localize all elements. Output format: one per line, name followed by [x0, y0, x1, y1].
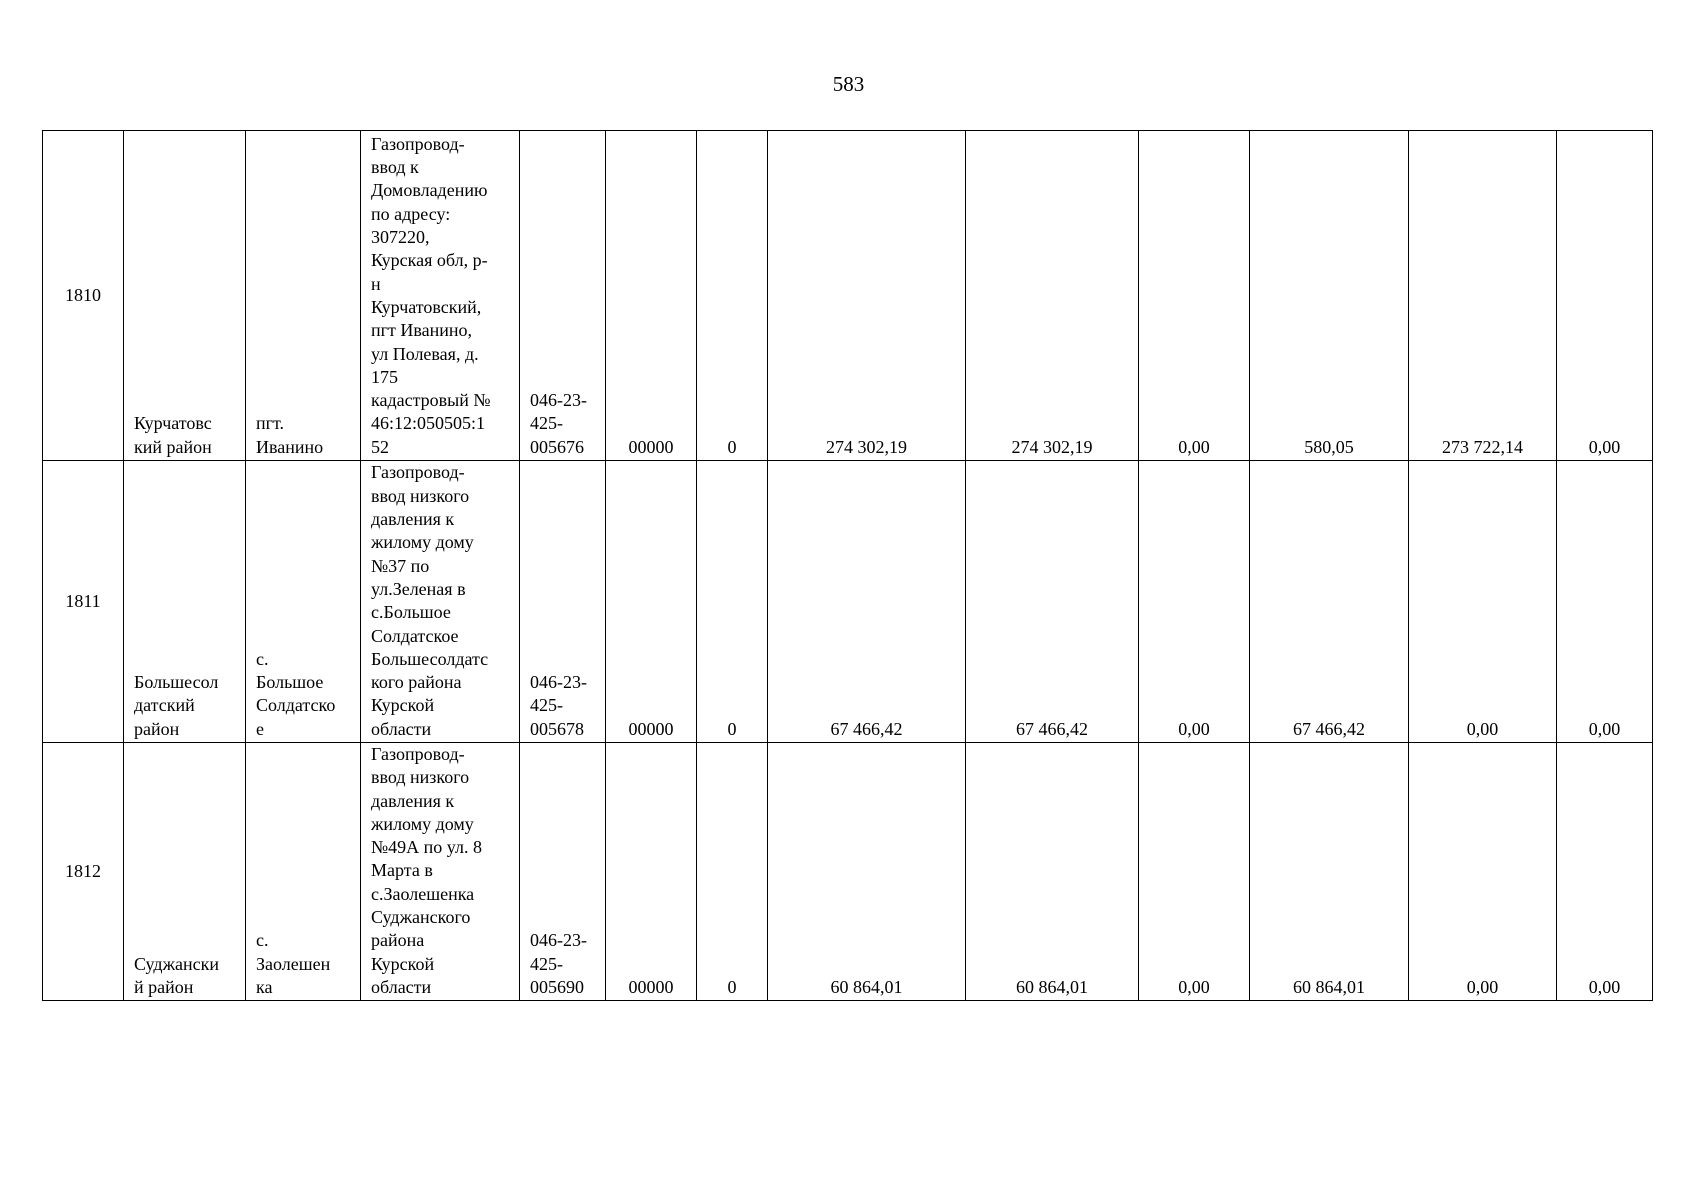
value-cell-10: 0,00	[1139, 461, 1250, 743]
cell-text-line: ввод низкого	[371, 767, 470, 788]
cell-text-line: 307220,	[371, 227, 430, 248]
cell-text-line: №37 по	[371, 555, 430, 576]
code-cell: 00000	[606, 743, 697, 1001]
residual-cost-cell: 273 722,14	[1409, 131, 1557, 461]
value-cell-11: 580,05	[1250, 131, 1409, 461]
initial-cost-cell: 67 466,42	[768, 461, 966, 743]
cell-text-line: Домовладению	[371, 180, 488, 201]
object-description-cell	[361, 461, 520, 743]
inventory-number-cell	[520, 131, 606, 461]
initial-cost-cell: 274 302,19	[768, 131, 966, 461]
cell-text-line: Газопровод-	[371, 744, 465, 764]
inventory-number-cell	[520, 461, 606, 743]
cell-text-line: Заолешен	[256, 953, 331, 974]
row-number-cell: 1811	[43, 461, 124, 743]
cell-text-line: области	[371, 718, 432, 739]
cell-text-line: 046-23-	[530, 930, 587, 951]
cell-text-line: Солдатско	[256, 695, 336, 716]
cell-text-line: ул.Зеленая в	[371, 578, 466, 599]
cell-text-line: 52	[371, 436, 389, 457]
cell-text-line: 425-	[530, 413, 563, 434]
value-cell-10: 0,00	[1139, 131, 1250, 461]
locality-cell	[246, 461, 361, 743]
cell-text-line: 425-	[530, 953, 563, 974]
cell-text-line: с.Большое	[371, 602, 451, 623]
cell-text-line: Газопровод-	[371, 133, 465, 154]
cell-text-line: Солдатское	[371, 625, 459, 646]
cell-text-line: 46:12:050505:1	[371, 413, 486, 434]
cell-text-line: 425-	[530, 695, 563, 716]
residual-cost-cell: 0,00	[1409, 461, 1557, 743]
cell-text-line: давления к	[371, 790, 455, 811]
residual-cost-cell: 0,00	[1409, 743, 1557, 1001]
cell-text-line: кадастровый №	[371, 390, 491, 411]
quantity-cell: 0	[697, 743, 768, 1001]
cell-text-line: ввод к	[371, 157, 419, 178]
cell-text-line: н	[371, 273, 381, 294]
cell-text-line: датский	[134, 695, 195, 716]
value-cell-11: 60 864,01	[1250, 743, 1409, 1001]
value-cell-11: 67 466,42	[1250, 461, 1409, 743]
district-cell	[124, 743, 246, 1001]
page-number: 583	[832, 72, 865, 96]
cell-text-line: 046-23-	[530, 390, 587, 411]
district-cell	[124, 131, 246, 461]
cell-text-line: давления к	[371, 509, 455, 530]
cell-text-line: Курской	[371, 953, 435, 974]
locality-cell	[246, 743, 361, 1001]
cell-text-line: ул Полевая, д.	[371, 343, 479, 364]
code-cell: 00000	[606, 461, 697, 743]
cell-text-line: жилому дому	[371, 532, 474, 553]
cell-text-line: Газопровод-	[371, 462, 465, 483]
cell-text-line: 005690	[530, 976, 584, 997]
value-cell-10: 0,00	[1139, 743, 1250, 1001]
cell-text-line: кого района	[371, 672, 462, 693]
cell-text-line: с.	[256, 648, 269, 669]
cell-text-line: район	[134, 718, 180, 739]
cell-text-line: Курчатовский,	[371, 296, 482, 317]
object-description-cell	[361, 743, 520, 1001]
balance-cost-cell: 274 302,19	[966, 131, 1139, 461]
cell-text-line: жилому дому	[371, 813, 474, 834]
cell-text-line: области	[371, 976, 432, 997]
cell-text-line: пгт Иванино,	[371, 320, 473, 341]
cell-text-line: с.	[256, 930, 269, 951]
cell-text-line: Марта в	[371, 860, 433, 881]
cell-text-line: по адресу:	[371, 203, 451, 224]
cell-text-line: ввод низкого	[371, 485, 470, 506]
cell-text-line: Курской	[371, 695, 435, 716]
row-number-cell: 1812	[43, 743, 124, 1001]
code-cell: 00000	[606, 131, 697, 461]
balance-cost-cell: 67 466,42	[966, 461, 1139, 743]
district-cell	[124, 461, 246, 743]
cell-text-line: Суджански	[134, 953, 220, 974]
cell-text-line: ка	[256, 976, 273, 997]
cell-text-line: 005678	[530, 718, 584, 739]
registry-table	[42, 130, 1653, 1001]
cell-text-line: е	[256, 718, 264, 739]
cell-text-line: й район	[134, 976, 194, 997]
locality-cell	[246, 131, 361, 461]
quantity-cell: 0	[697, 131, 768, 461]
cell-text-line: 046-23-	[530, 672, 587, 693]
table-body	[43, 131, 1653, 1001]
cell-text-line: Большесол	[134, 672, 219, 693]
cell-text-line: района	[371, 930, 425, 951]
row-number-cell: 1810	[43, 131, 124, 461]
table-row	[43, 743, 1653, 1001]
value-cell-13: 0,00	[1557, 461, 1653, 743]
initial-cost-cell: 60 864,01	[768, 743, 966, 1001]
cell-text-line: 005676	[530, 436, 584, 457]
cell-text-line: Курчатовс	[134, 413, 212, 434]
cell-text-line: Иванино	[256, 436, 324, 457]
inventory-number-cell	[520, 743, 606, 1001]
value-cell-13: 0,00	[1557, 131, 1653, 461]
cell-text-line: 175	[371, 366, 398, 387]
cell-text-line: Суджанского	[371, 907, 471, 928]
table-row	[43, 461, 1653, 743]
value-cell-13: 0,00	[1557, 743, 1653, 1001]
quantity-cell: 0	[697, 461, 768, 743]
balance-cost-cell: 60 864,01	[966, 743, 1139, 1001]
cell-text-line: кий район	[134, 436, 212, 457]
cell-text-line: с.Заолешенка	[371, 883, 475, 904]
cell-text-line: пгт.	[256, 413, 285, 434]
cell-text-line: Большесолдатс	[371, 648, 489, 669]
table-row	[43, 131, 1653, 461]
object-description-cell	[361, 131, 520, 461]
cell-text-line: Большое	[256, 672, 324, 693]
cell-text-line: №49А по ул. 8	[371, 837, 482, 858]
cell-text-line: Курская обл, р-	[371, 250, 488, 271]
